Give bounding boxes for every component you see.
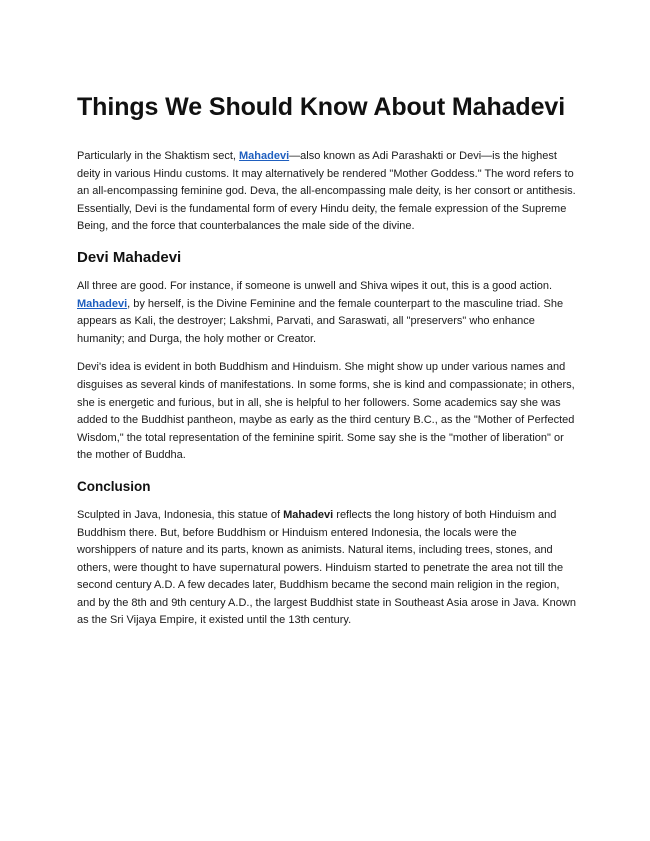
conclusion-after: reflects the long history of both Hinduism and Buddhism there. But, before Buddhism or Hinduism entered Indonesia, the locals were the worshippers of nature and its parts, known as animists. Natural items, including trees, stones, and others, were thought to have supernatural powers. Hinduism started to penetrate the area not till the second century A.D. A few decades later, Buddhism became the second main religion in the region, and by the 8th and 9th century A.D., the largest Buddhist state in Southeast Asia arose in Java. Known as the Sri Vijaya Empire, it existed until the 13th century. bbox=[77, 508, 576, 627]
conclusion-before: Sculpted in Java, Indonesia, this statue of bbox=[77, 508, 284, 521]
section1-paragraph-1 bbox=[77, 278, 577, 348]
section-heading-conclusion: Conclusion bbox=[77, 478, 151, 494]
mahadevi-link-2[interactable]: Mahadevi bbox=[77, 297, 128, 310]
section-heading-devi-mahadevi: Devi Mahadevi bbox=[77, 248, 182, 266]
section1-p1-after: , by herself, is the Divine Feminine and the female counterpart to the masculine triad. She appears as Kali, the destroyer; Lakshmi, Parvati, and Saraswati, all "preservers" who enhance humanity; and Durga, the holy mother or Creator. bbox=[77, 297, 564, 345]
document-page bbox=[77, 92, 577, 641]
section1-paragraph-2: Devi's idea is evident in both Buddhism and Hinduism. She might show up under various names and disguises as several kinds of manifestations. In some forms, she is kind and compassionate; in others, she is energetic and furious, but in all, she is helpful to her followers. Some academics say she was added to the Buddhist pantheon, maybe as early as the third century B.C., as the "Mother of Perfected Wisdom," the total representation of the feminine spirit. Some say she is the "mother of liberation" or the mother of Buddha. bbox=[77, 361, 575, 462]
document-title: Things We Should Know About Mahadevi bbox=[77, 93, 566, 121]
mahadevi-link[interactable]: Mahadevi bbox=[239, 150, 290, 162]
section1-p1-before: All three are good. For instance, if someone is unwell and Shiva wipes it out, this is a good action. bbox=[77, 279, 553, 292]
intro-text-before: Particularly in the Shaktism sect, bbox=[77, 150, 240, 162]
intro-paragraph bbox=[77, 148, 577, 236]
intro-text-after: —also known as Adi Parashakti or Devi—is the highest deity in various Hindu customs. It may alternatively be rendered "Mother Goddess." The word refers to an all-encompassing feminine god. Deva, the all-encompassing male deity, is her consort or antithesis. Essentially, Devi is the fundamental form of every Hindu deity, the female expression of the Supreme Being, and the force that counterbalances the male side of the divine. bbox=[77, 150, 576, 233]
conclusion-paragraph bbox=[77, 507, 577, 630]
conclusion-bold-mahadevi: Mahadevi bbox=[283, 508, 334, 521]
